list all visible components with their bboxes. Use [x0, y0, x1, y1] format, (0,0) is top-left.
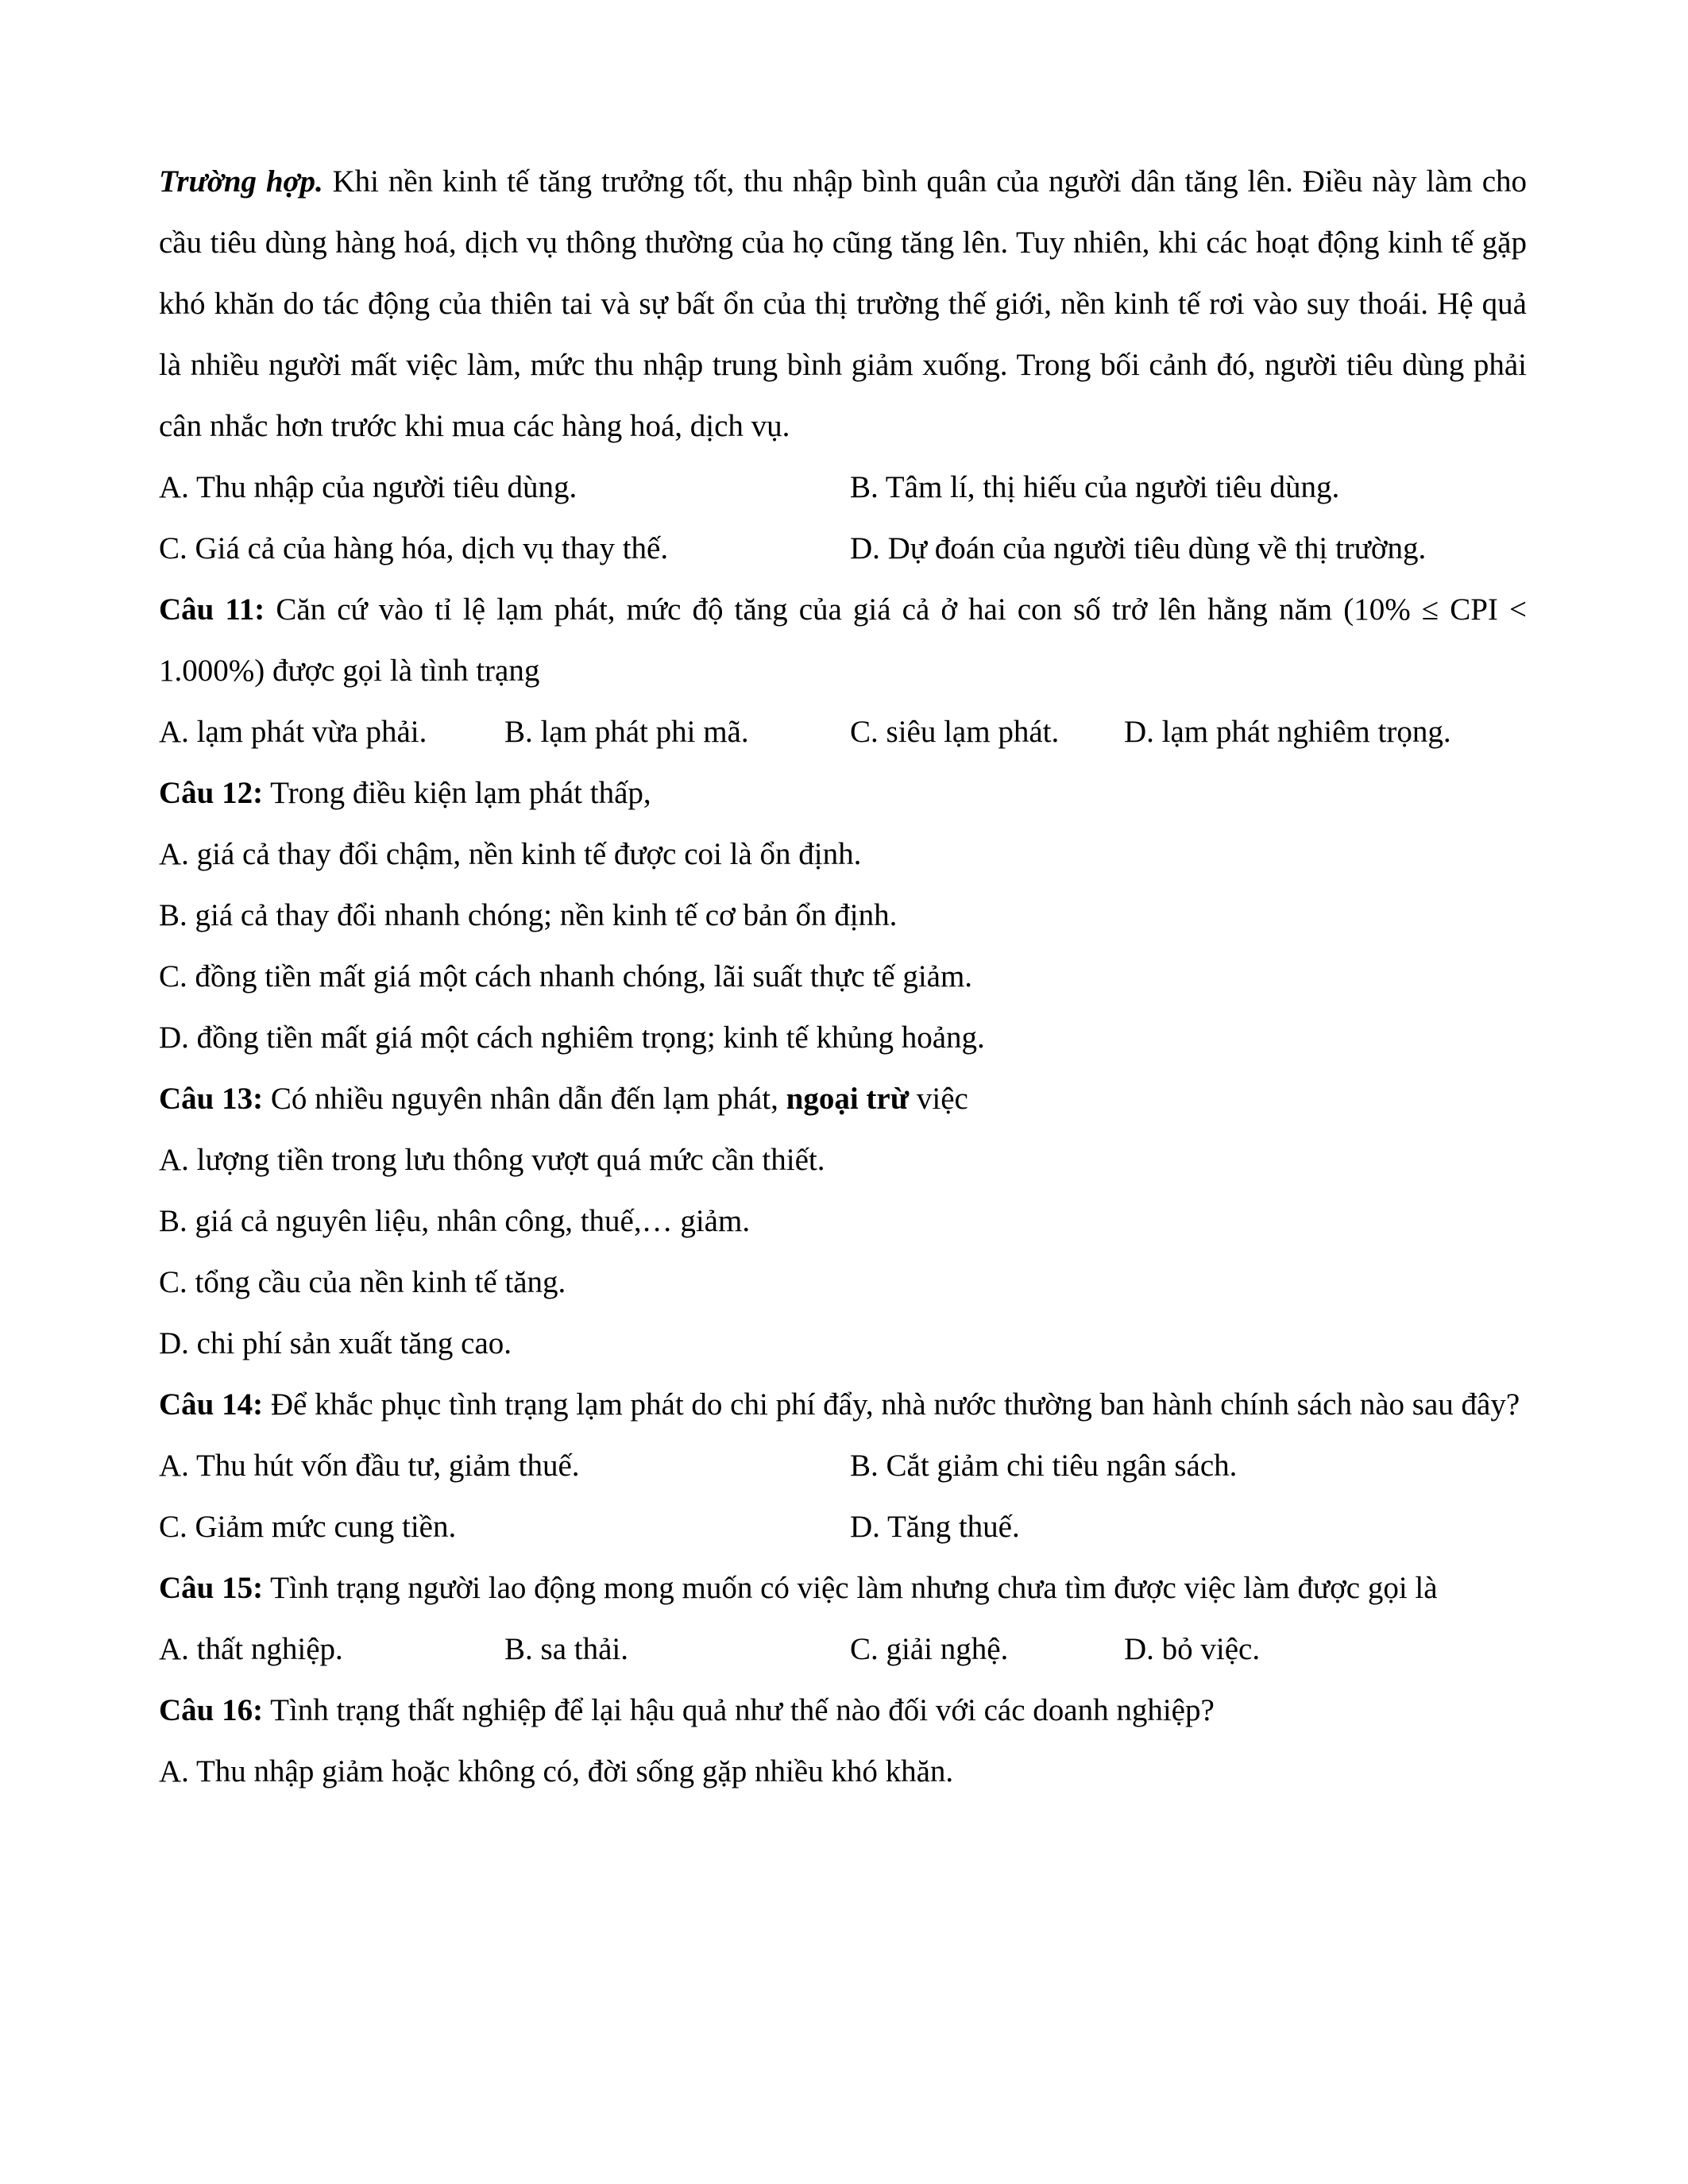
case-option-d: D. Dự đoán của người tiêu dùng về thị trường.	[850, 531, 1427, 565]
question-13-text-after: việc	[909, 1082, 968, 1116]
question-12-text: Trong điều kiện lạm phát thấp,	[263, 776, 651, 810]
question-14-option-c: C. Giảm mức cung tiền.	[159, 1510, 457, 1544]
question-12-option-c: C. đồng tiền mất giá một cách nhanh chóng, lãi suất thực tế giảm.	[159, 959, 973, 994]
case-options-row-2	[159, 518, 1527, 579]
question-12-option-d: D. đồng tiền mất giá một cách nghiêm trọng; kinh tế khủng hoảng.	[159, 1021, 985, 1055]
question-13	[159, 1068, 1527, 1129]
case-option-a: A. Thu nhập của người tiêu dùng.	[159, 470, 577, 504]
case-option-c: C. Giá cả của hàng hóa, dịch vụ thay thế.	[159, 531, 669, 565]
question-11	[159, 579, 1527, 701]
question-11-option-b: B. lạm phát phi mã.	[504, 715, 749, 749]
question-14-option-b: B. Cắt giảm chi tiêu ngân sách.	[850, 1449, 1238, 1483]
question-15-option-c: C. giải nghệ.	[850, 1632, 1009, 1666]
question-15-option-b: B. sa thải.	[504, 1632, 628, 1666]
case-label: Trường hợp.	[159, 164, 323, 199]
question-12-option-b: B. giá cả thay đổi nhanh chóng; nền kinh tế cơ bản ổn định.	[159, 898, 898, 932]
case-paragraph	[159, 151, 1527, 457]
question-11-options	[159, 701, 1527, 762]
case-options-row-1	[159, 457, 1527, 518]
question-11-option-d: D. lạm phát nghiêm trọng.	[1124, 715, 1451, 749]
question-14-text: Để khắc phục tình trạng lạm phát do chi phí đẩy, nhà nước thường ban hành chính sách nào sau đây?	[263, 1387, 1520, 1422]
question-15-options	[159, 1619, 1527, 1680]
question-12-label: Câu 12:	[159, 776, 264, 810]
question-13-label: Câu 13:	[159, 1082, 264, 1116]
question-13-option-d: D. chi phí sản xuất tăng cao.	[159, 1326, 512, 1360]
question-15-text: Tình trạng người lao động mong muốn có việc làm nhưng chưa tìm được việc làm được gọi là	[263, 1571, 1438, 1605]
question-14-option-a: A. Thu hút vốn đầu tư, giảm thuế.	[159, 1449, 580, 1483]
question-11-option-a: A. lạm phát vừa phải.	[159, 715, 427, 749]
case-option-b: B. Tâm lí, thị hiếu của người tiêu dùng.	[850, 470, 1340, 504]
question-13-option-a: A. lượng tiền trong lưu thông vượt quá mức cần thiết.	[159, 1143, 825, 1177]
question-14-options-row-1	[159, 1435, 1527, 1496]
question-16-text: Tình trạng thất nghiệp để lại hậu quả như thế nào đối với các doanh nghiệp?	[263, 1693, 1215, 1727]
question-15	[159, 1557, 1527, 1619]
question-14-options-row-2	[159, 1496, 1527, 1557]
question-16-label: Câu 16:	[159, 1693, 264, 1727]
case-text: Khi nền kinh tế tăng trưởng tốt, thu nhập bình quân của người dân tăng lên. Điều này làm cho cầu tiêu dùng hàng hoá, dịch vụ thông thường của họ cũng tăng lên. Tuy nhiên, khi các hoạt động kinh tế gặp khó khăn do tác động của thiên tai và sự bất ổn của thị trường thế giới, nền kinh tế rơi vào suy thoái. Hệ quả là nhiều người mất việc làm, mức thu nhập trung bình giảm xuống. Trong bối cảnh đó, người tiêu dùng phải cân nhắc hơn trước khi mua các hàng hoá, dịch vụ.	[159, 164, 1528, 443]
question-12	[159, 762, 1527, 824]
question-12-option-a: A. giá cả thay đổi chậm, nền kinh tế được coi là ổn định.	[159, 837, 862, 871]
question-13-text: Có nhiều nguyên nhân dẫn đến lạm phát,	[263, 1082, 786, 1116]
question-14-label: Câu 14:	[159, 1387, 264, 1422]
question-13-emphasis: ngoại trừ	[786, 1082, 910, 1116]
question-11-label: Câu 11:	[159, 592, 265, 627]
question-14	[159, 1374, 1527, 1435]
question-15-option-d: D. bỏ việc.	[1124, 1632, 1261, 1666]
question-11-text: Căn cứ vào tỉ lệ lạm phát, mức độ tăng của giá cả ở hai con số trở lên hằng năm (10% ≤ CPI < 1.000%) được gọi là tình trạng	[159, 592, 1527, 688]
question-13-option-c: C. tổng cầu của nền kinh tế tăng.	[159, 1265, 566, 1299]
question-14-option-d: D. Tăng thuế.	[850, 1510, 1020, 1544]
question-15-label: Câu 15:	[159, 1571, 264, 1605]
question-16	[159, 1680, 1527, 1741]
document-page	[159, 151, 1527, 1802]
question-13-option-b: B. giá cả nguyên liệu, nhân công, thuế,… giảm.	[159, 1204, 751, 1238]
question-15-option-a: A. thất nghiệp.	[159, 1632, 343, 1666]
question-11-option-c: C. siêu lạm phát.	[850, 715, 1060, 749]
question-16-option-a: A. Thu nhập giảm hoặc không có, đời sống gặp nhiều khó khăn.	[159, 1754, 954, 1788]
